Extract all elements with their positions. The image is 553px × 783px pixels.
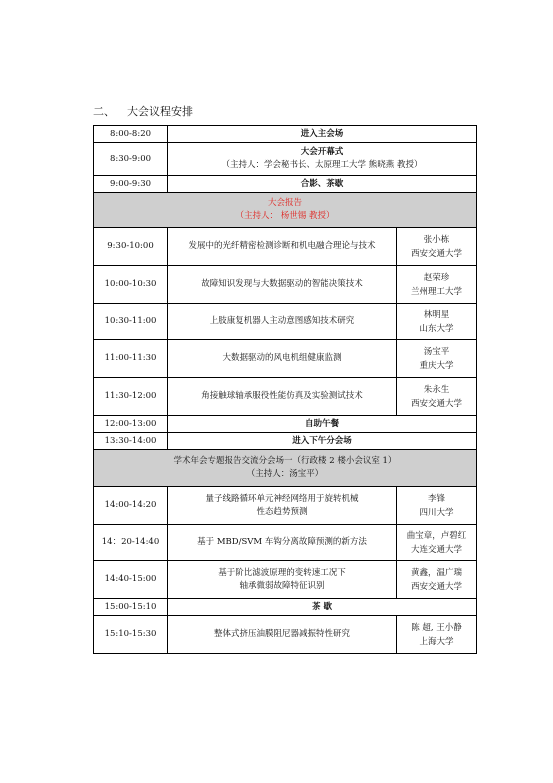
table-row	[94, 266, 477, 304]
time-cell: 15:10-15:30	[94, 616, 168, 654]
table-row	[94, 378, 477, 416]
time-cell: 14:00-14:20	[94, 487, 168, 525]
speaker-cell	[397, 266, 477, 304]
speaker-cell	[397, 616, 477, 654]
topic-cell	[168, 487, 397, 525]
table-row	[94, 616, 477, 654]
speaker-affiliation: 西安交通大学	[411, 581, 463, 592]
time-cell: 15:00-15:10	[94, 599, 168, 616]
section-title: 大会议程安排	[127, 105, 193, 118]
speaker-name: 陈 超, 王小静	[411, 622, 462, 633]
table-row	[94, 416, 477, 433]
time-cell: 12:00-13:00	[94, 416, 168, 433]
event-cell	[168, 143, 477, 176]
table-row	[94, 599, 477, 616]
speaker-cell	[397, 304, 477, 340]
speaker-affiliation: 山东大学	[419, 323, 454, 334]
topic-line: 性态趋势预测	[256, 506, 308, 517]
speaker-name: 黄鑫，温广瑞	[411, 567, 463, 578]
speaker-name: 曲宝章，卢碧红	[406, 530, 467, 541]
speaker-name: 汤宝平	[423, 346, 450, 357]
topic-line: 量子线路循环单元神经网络用于旋转机械	[205, 493, 359, 504]
session-title: 学术年会专题报告交流分会场一（行政楼 2 楼小会议室 1）	[173, 456, 397, 466]
time-cell: 9:30-10:00	[94, 228, 168, 266]
speaker-cell	[397, 525, 477, 561]
speaker-affiliation: 四川大学	[419, 507, 454, 518]
time-cell: 14：20-14:40	[94, 525, 168, 561]
event-cell: 进入主会场	[168, 126, 477, 143]
section-header-row	[94, 450, 477, 487]
speaker-affiliation: 兰州理工大学	[411, 286, 463, 297]
topic-line: 轴承微弱故障特征识别	[239, 580, 325, 591]
table-row	[94, 433, 477, 450]
section-heading	[93, 103, 193, 119]
time-cell: 9:00-9:30	[94, 176, 168, 193]
event-cell: 自助午餐	[168, 416, 477, 433]
speaker-affiliation: 西安交通大学	[411, 248, 463, 259]
speaker-name: 李锋	[428, 493, 446, 504]
session-host: （主持人：汤宝平）	[246, 469, 324, 479]
speaker-name: 张小栋	[423, 234, 450, 245]
table-row	[94, 176, 477, 193]
speaker-affiliation: 大连交通大学	[411, 544, 463, 555]
table-row	[94, 143, 477, 176]
event-cell: 合影、茶歇	[168, 176, 477, 193]
speaker-affiliation: 上海大学	[419, 636, 454, 647]
event-host: （主持人：学会秘书长、太原理工大学 熊晓燕 教授）	[221, 160, 423, 170]
speaker-cell	[397, 228, 477, 266]
section-header-row	[94, 193, 477, 228]
table-row	[94, 487, 477, 525]
speaker-cell	[397, 340, 477, 378]
time-cell: 8:00-8:20	[94, 126, 168, 143]
table-row	[94, 340, 477, 378]
speaker-name: 赵荣珍	[423, 272, 450, 283]
topic-cell: 故障知识发现与大数据驱动的智能决策技术	[168, 266, 397, 304]
event-cell: 茶 歇	[168, 599, 477, 616]
speaker-name: 林明星	[423, 309, 450, 320]
time-cell: 13:30-14:00	[94, 433, 168, 450]
table-row	[94, 304, 477, 340]
topic-cell: 整体式挤压油膜阻尼器减振特性研究	[168, 616, 397, 654]
topic-cell: 上肢康复机器人主动意图感知技术研究	[168, 304, 397, 340]
speaker-affiliation: 西安交通大学	[411, 398, 463, 409]
speaker-cell	[397, 561, 477, 599]
table-row	[94, 525, 477, 561]
event-cell: 进入下午分会场	[168, 433, 477, 450]
speaker-affiliation: 重庆大学	[419, 360, 454, 371]
speaker-name: 朱永生	[423, 384, 450, 395]
speaker-cell	[397, 378, 477, 416]
topic-cell	[168, 561, 397, 599]
session-header-cell	[94, 450, 477, 487]
table-row	[94, 228, 477, 266]
speaker-cell	[397, 487, 477, 525]
time-cell: 10:00-10:30	[94, 266, 168, 304]
time-cell: 8:30-9:00	[94, 143, 168, 176]
topic-cell: 角接触球轴承服役性能仿真及实验测试技术	[168, 378, 397, 416]
event-title: 大会开幕式	[300, 147, 344, 157]
report-title: 大会报告	[268, 198, 303, 208]
topic-cell: 基于 MBD/SVM 车钩分离故障预测的新方法	[168, 525, 397, 561]
topic-cell: 大数据驱动的风电机组健康监测	[168, 340, 397, 378]
time-cell: 14:40-15:00	[94, 561, 168, 599]
time-cell: 11:00-11:30	[94, 340, 168, 378]
topic-cell: 发展中的光纤精密检测诊断和机电融合理论与技术	[168, 228, 397, 266]
table-row	[94, 126, 477, 143]
topic-line: 基于阶比滤波原理的变转速工况下	[218, 567, 346, 578]
table-row	[94, 561, 477, 599]
time-cell: 11:30-12:00	[94, 378, 168, 416]
report-header-cell	[94, 193, 477, 228]
report-host: （主持人： 杨世锡 教授）	[235, 211, 335, 221]
section-number: 二、	[93, 105, 115, 118]
agenda-table	[93, 125, 477, 654]
time-cell: 10:30-11:00	[94, 304, 168, 340]
